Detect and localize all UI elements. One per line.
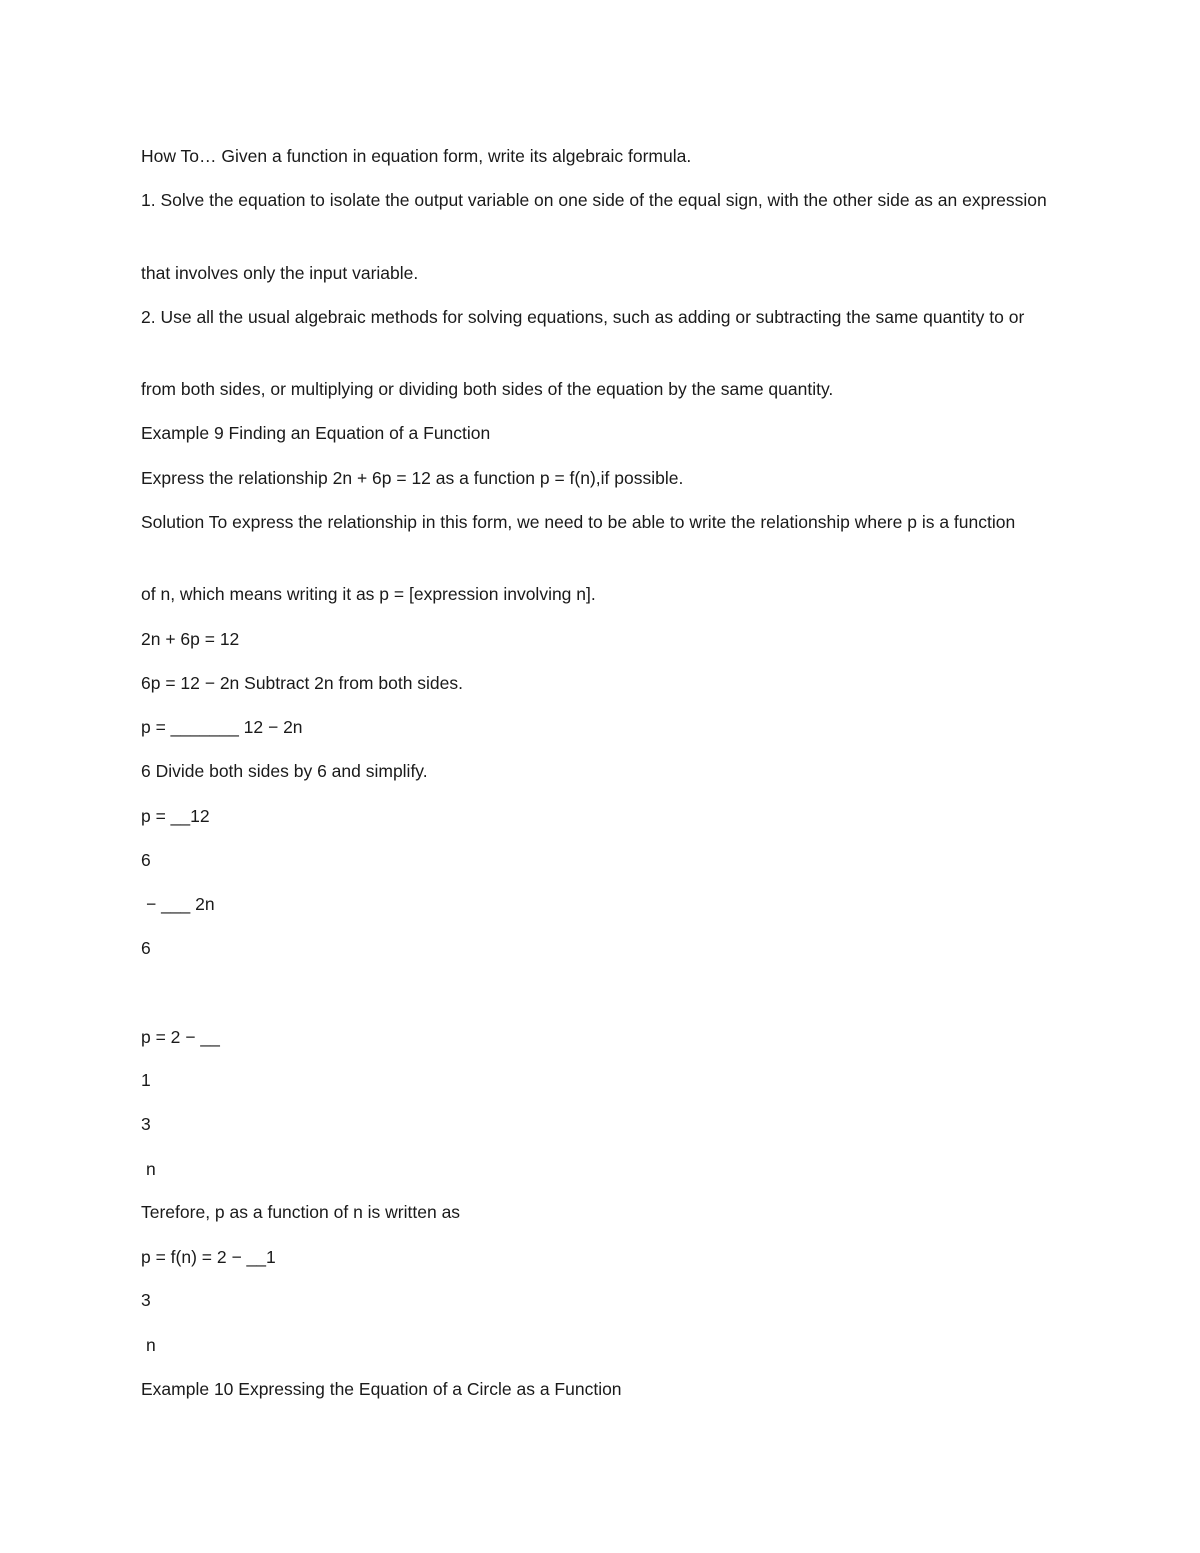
equation-line: 6p = 12 − 2n Subtract 2n from both sides. — [141, 673, 464, 693]
step-2-continued: from both sides, or multiplying or dividing both sides of the equation by the same quantity. — [141, 379, 834, 399]
equation-line: p = _______ 12 − 2n — [141, 717, 303, 737]
conclusion-text: Terefore, p as a function of n is written as — [141, 1202, 461, 1222]
example-9-prompt: Express the relationship 2n + 6p = 12 as a function p = f(n),if possible. — [141, 468, 684, 488]
equation-line: 6 — [141, 938, 151, 958]
equation-line: p = f(n) = 2 − __1 — [141, 1247, 276, 1267]
step-1-continued: that involves only the input variable. — [141, 263, 419, 283]
step-2-text: 2. Use all the usual algebraic methods for solving equations, such as adding or subtracting the same quantity to or — [141, 307, 1025, 327]
step-1-text: 1. Solve the equation to isolate the output variable on one side of the equal sign, with the other side as an expression — [141, 190, 1047, 210]
equation-line: 6 — [141, 850, 151, 870]
equation-line: n — [146, 1335, 156, 1355]
equation-line: − ___ 2n — [146, 894, 215, 914]
solution-continued: of n, which means writing it as p = [expression involving n]. — [141, 584, 596, 604]
equation-line: 1 — [141, 1070, 151, 1090]
solution-text: Solution To express the relationship in this form, we need to be able to write the relationship where p is a function — [141, 512, 1016, 532]
example-10-title: Example 10 Expressing the Equation of a Circle as a Function — [141, 1379, 622, 1399]
equation-line: p = __12 — [141, 806, 210, 826]
equation-line: 3 — [141, 1114, 151, 1134]
example-9-title: Example 9 Finding an Equation of a Function — [141, 423, 491, 443]
equation-line: p = 2 − __ — [141, 1027, 220, 1047]
equation-line: 2n + 6p = 12 — [141, 629, 240, 649]
equation-line: 3 — [141, 1290, 151, 1310]
how-to-heading: How To… Given a function in equation form, write its algebraic formula. — [141, 146, 692, 166]
equation-line: 6 Divide both sides by 6 and simplify. — [141, 761, 428, 781]
equation-line: n — [146, 1159, 156, 1179]
